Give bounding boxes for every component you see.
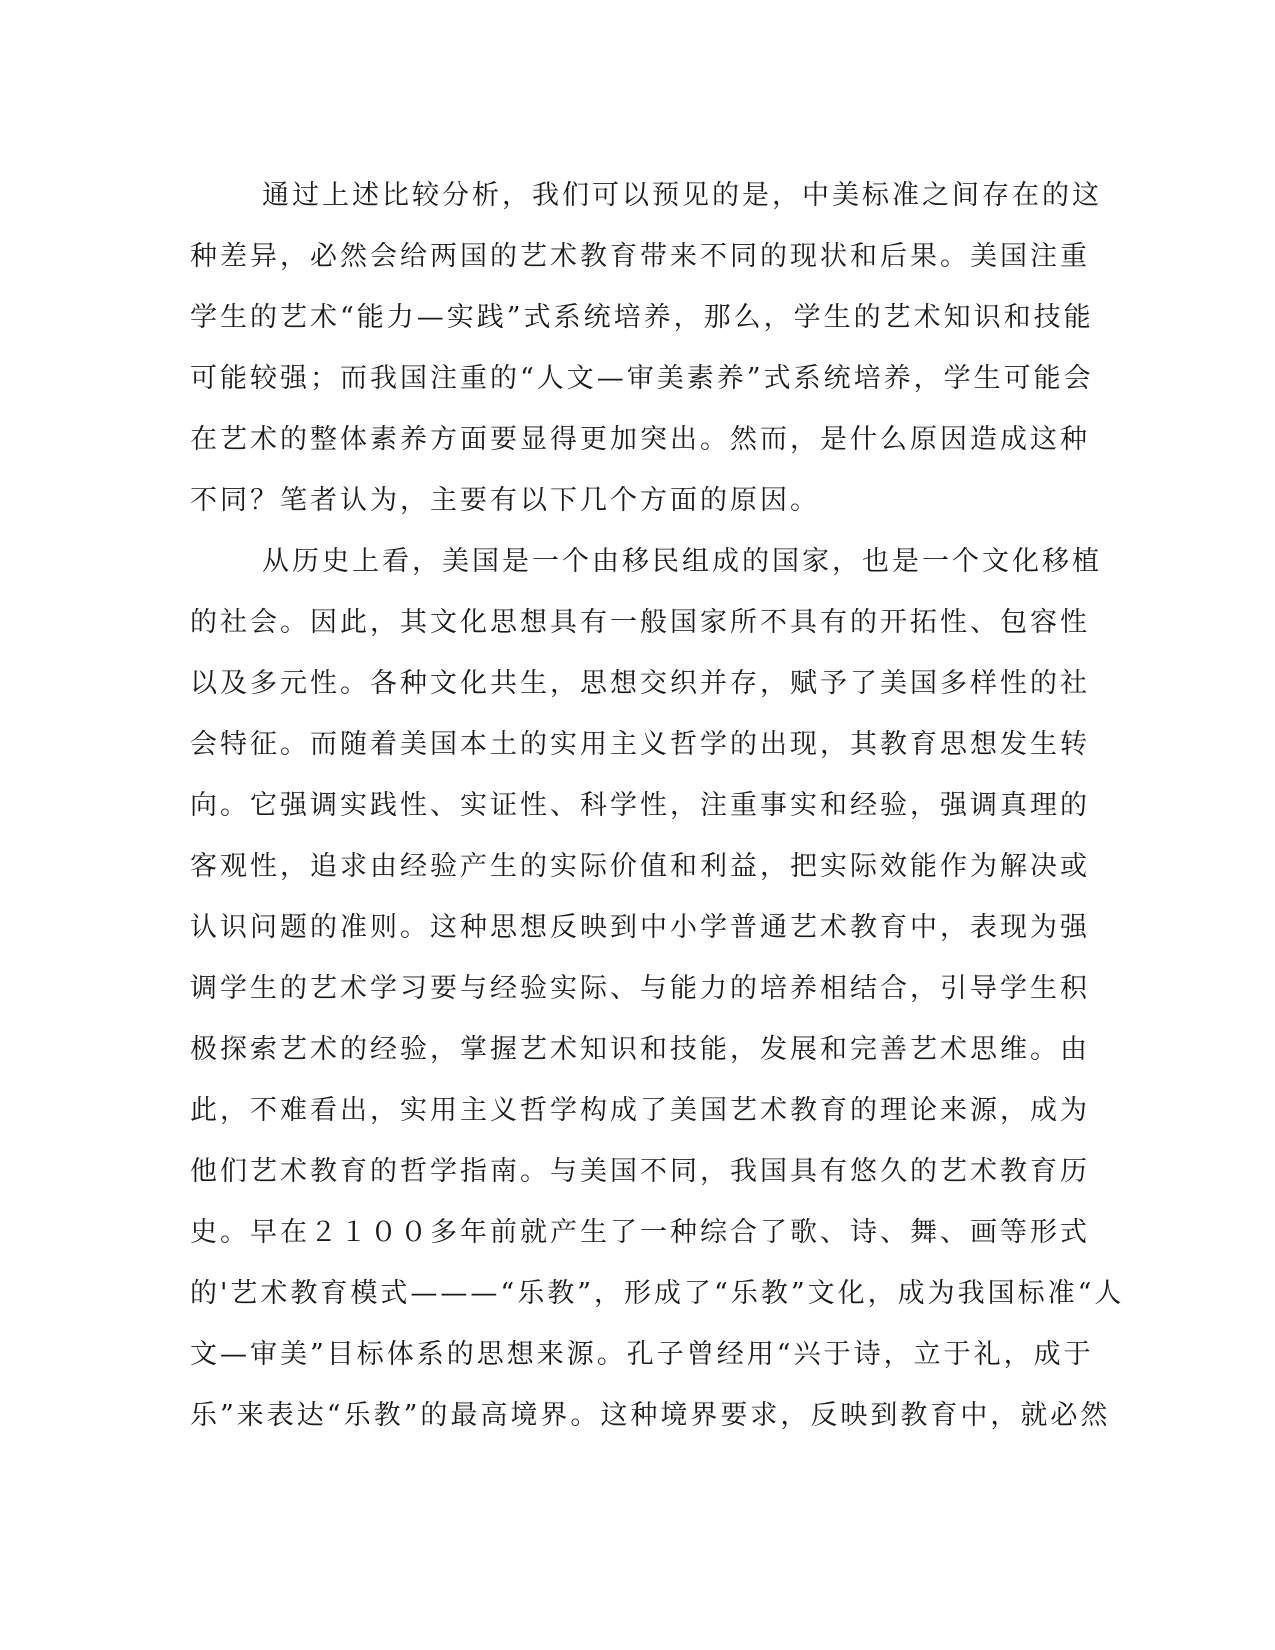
paragraph-1-line-1: 通过上述比较分析，我们可以预见的是，中美标准之间存在的这 [262,180,1102,211]
paragraph-2-line-10: 此，不难看出，实用主义哲学构成了美国艺术教育的理论来源，成为 [190,1095,1090,1126]
paragraph-1-line-6: 不同？笔者认为，主要有以下几个方面的原因。 [190,485,820,516]
paragraph-2-line-12: 史。早在２１００多年前就产生了一种综合了歌、诗、舞、画等形式 [190,1217,1090,1248]
paragraph-2-line-3: 以及多元性。各种文化共生，思想交织并存，赋予了美国多样性的社 [190,668,1090,699]
body-text [190,165,1125,1446]
paragraph-1-line-2: 种差异，必然会给两国的艺术教育带来不同的现状和后果。美国注重 [190,241,1090,272]
paragraph-2-line-4: 会特征。而随着美国本土的实用主义哲学的出现，其教育思想发生转 [190,729,1090,760]
paragraph-2-line-15: 乐”来表达“乐教”的最高境界。这种境界要求，反映到教育中，就必然 [190,1400,1111,1431]
paragraph-2-line-14: 文—审美”目标体系的思想来源。孔子曾经用“兴于诗，立于礼，成于 [190,1339,1094,1370]
paragraph-1-line-3: 学生的艺术“能力—实践”式系统培养，那么，学生的艺术知识和技能 [190,302,1094,333]
paragraph-2-line-6: 客观性，追求由经验产生的实际价值和利益，把实际效能作为解决或 [190,851,1090,882]
paragraph-2-line-2: 的社会。因此，其文化思想具有一般国家所不具有的开拓性、包容性 [190,607,1090,638]
paragraph-2-line-11: 他们艺术教育的哲学指南。与美国不同，我国具有悠久的艺术教育历 [190,1156,1090,1187]
paragraph-1-line-5: 在艺术的整体素养方面要显得更加突出。然而，是什么原因造成这种 [190,424,1090,455]
paragraph-2-line-9: 极探索艺术的经验，掌握艺术知识和技能，发展和完善艺术思维。由 [190,1034,1090,1065]
paragraph-2-line-1: 从历史上看，美国是一个由移民组成的国家，也是一个文化移植 [262,546,1102,577]
paragraph-1-line-4: 可能较强；而我国注重的“人文—审美素养”式系统培养，学生可能会 [190,363,1094,394]
paragraph-2-line-7: 认识问题的准则。这种思想反映到中小学普通艺术教育中，表现为强 [190,912,1090,943]
paragraph-2-line-13: 的'艺术教育模式———“乐教”，形成了“乐教”文化，成为我国标准“人 [190,1278,1125,1309]
paragraph-2-line-5: 向。它强调实践性、实证性、科学性，注重事实和经验，强调真理的 [190,790,1090,821]
paragraph-2-line-8: 调学生的艺术学习要与经验实际、与能力的培养相结合，引导学生积 [190,973,1090,1004]
